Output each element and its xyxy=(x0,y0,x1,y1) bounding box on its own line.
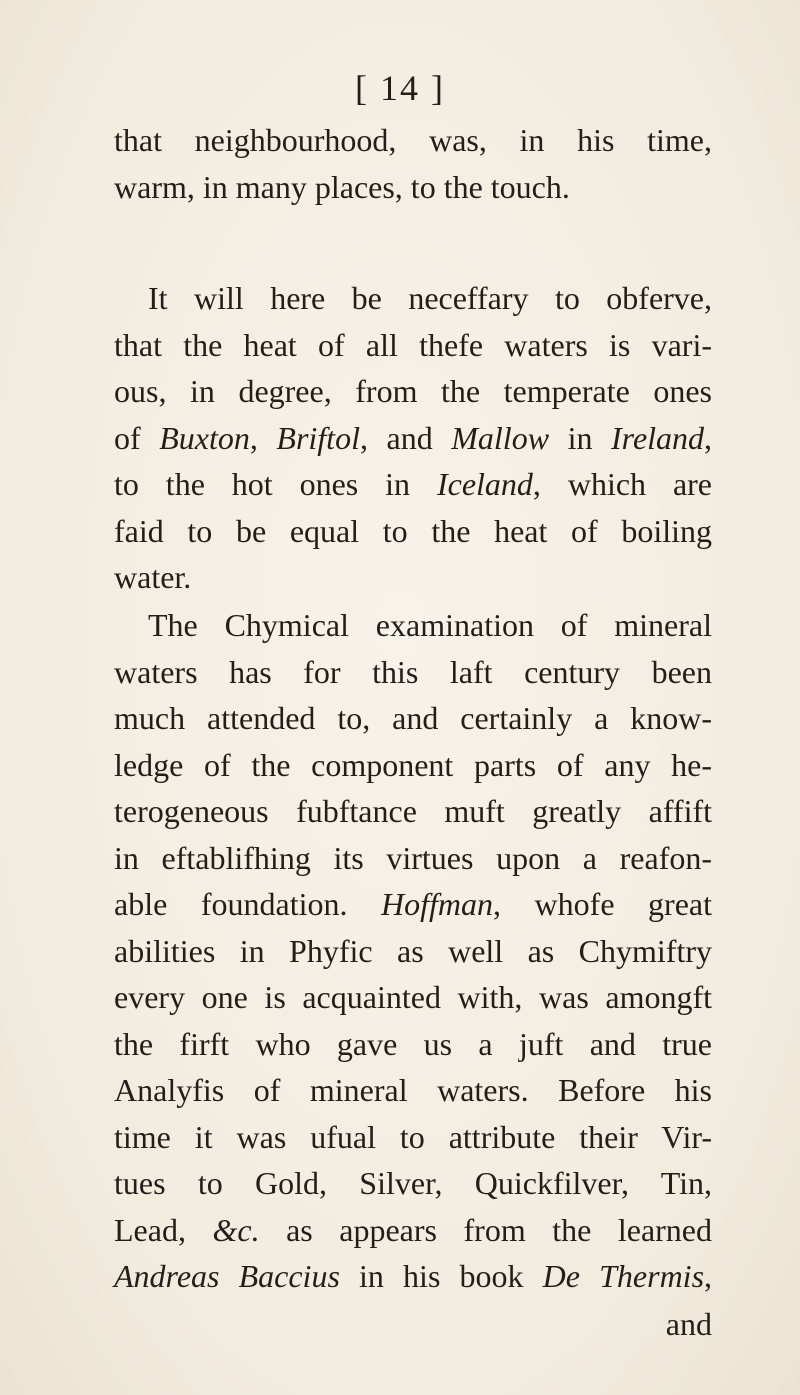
text-line: water. xyxy=(114,559,192,595)
text-line: faid to be equal to the heat of boiling xyxy=(114,512,712,549)
text-line: Andreas Baccius in his book De Thermis, xyxy=(114,1258,713,1294)
text-line: of Buxton, Briftol, and Mallow in Ireland, xyxy=(114,419,713,456)
text-line: tues to Gold, Silver, Quickfilver, Tin, xyxy=(114,1165,712,1201)
text-line: ledge of the component parts of any he- xyxy=(114,746,712,783)
text-line: much attended to, and certainly a know- xyxy=(114,700,712,736)
paragraph-2 xyxy=(114,275,712,601)
page-number-header: [ 14 ] xyxy=(355,68,445,108)
text-line: every one is acquainted with, was amongft xyxy=(114,979,712,1015)
text-line: in eftablifhing its virtues upon a reafon- xyxy=(114,839,712,876)
text-line: terogeneous fubftance muft greatly affift xyxy=(114,793,712,829)
text-line: ous, in degree, from the temperate ones xyxy=(114,373,712,409)
text-line: able foundation. Hoffman, whofe great xyxy=(114,886,713,922)
text-line: Lead, &c. as appears from the learned xyxy=(114,1211,713,1248)
text-line: abilities in Phyfic as well as Chymiftry xyxy=(114,932,712,969)
text-line: that neighbourhood, was, in his time, xyxy=(114,122,712,158)
text-line: time it was ufual to attribute their Vir- xyxy=(114,1118,712,1155)
text-line: to the hot ones in Iceland, which are xyxy=(114,466,713,502)
text-line: The Chymical examination of mineral xyxy=(148,607,712,643)
catchword: and xyxy=(665,1306,712,1342)
text-line: waters has for this laft century been xyxy=(114,653,712,690)
text-line: Analyfis of mineral waters. Before his xyxy=(114,1072,712,1108)
text-line: It will here be neceffary to obferve, xyxy=(148,280,712,316)
text-line: that the heat of all thefe waters is vari- xyxy=(114,326,712,363)
paragraph-3 xyxy=(114,602,712,1300)
text-line: the firft who gave us a juft and true xyxy=(114,1025,712,1062)
paragraph-1 xyxy=(114,117,712,210)
text-line: warm, in many places, to the touch. xyxy=(114,168,570,205)
